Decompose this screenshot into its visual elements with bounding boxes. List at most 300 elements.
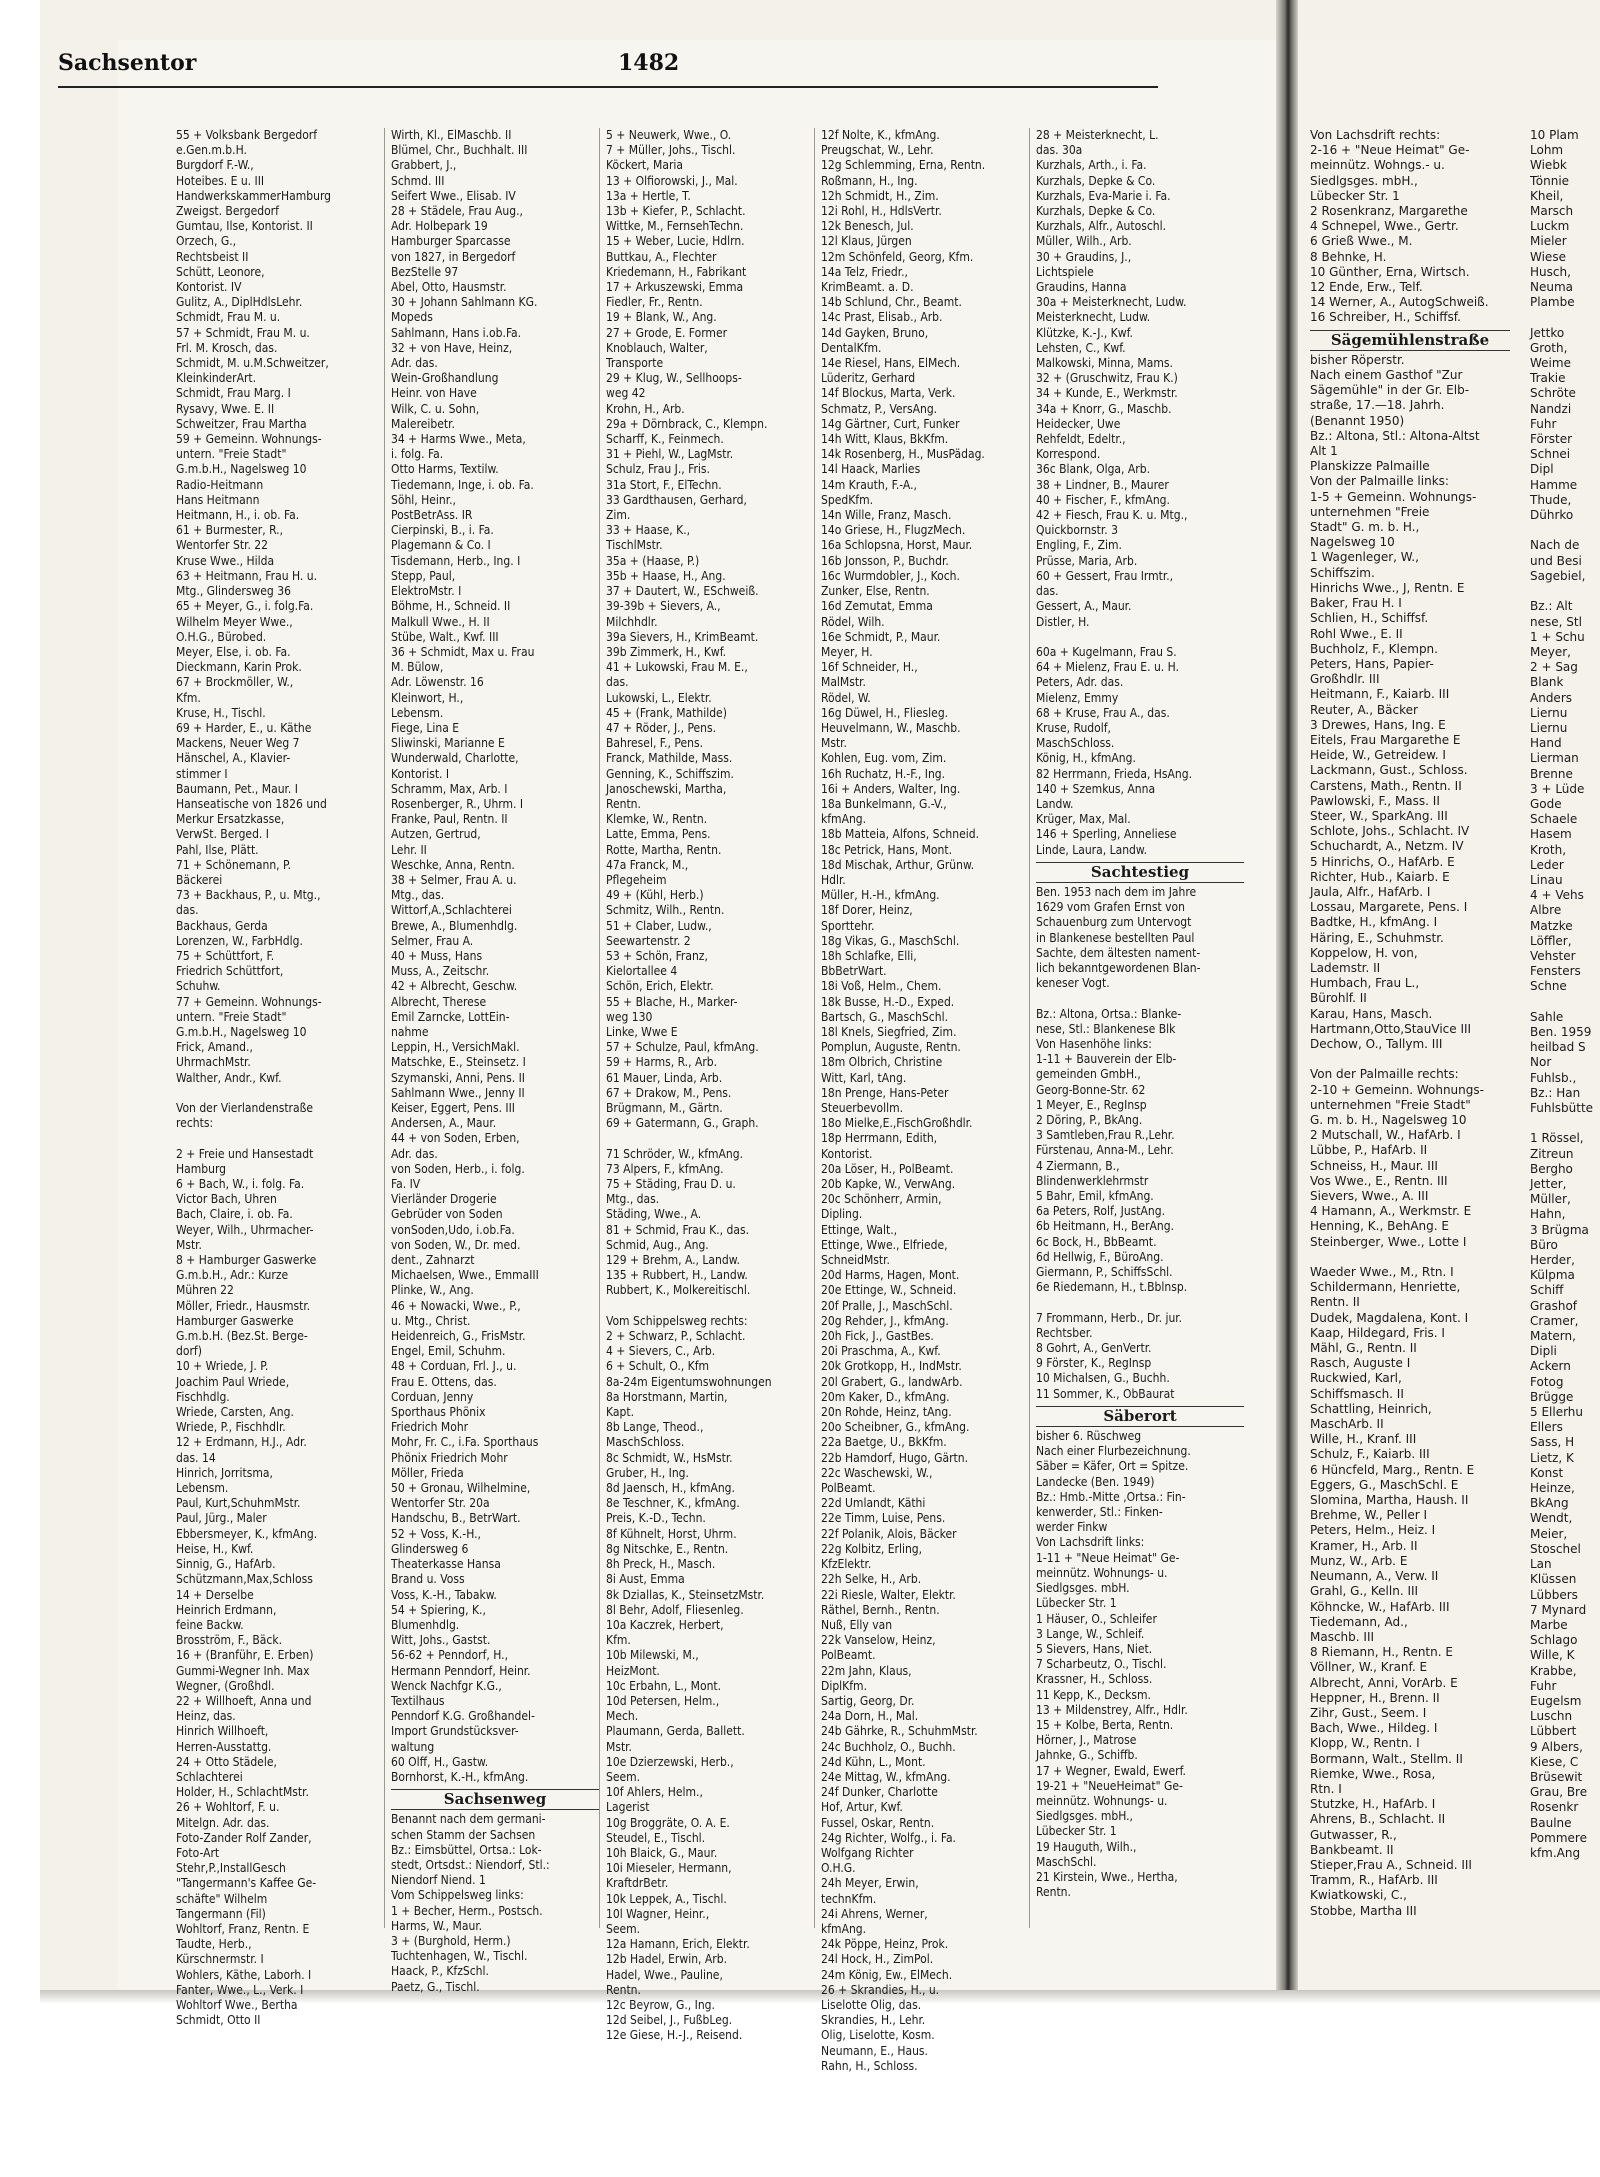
directory-entry: Burgdorf F.-W., xyxy=(176,158,254,173)
directory-entry: 13 + Mildenstrey, Alfr., Hdlr. xyxy=(1036,1702,1188,1717)
directory-entry: 129 + Brehm, A., Landw. xyxy=(606,1253,740,1268)
directory-entry: Hinrichs Wwe., J, Rentn. E xyxy=(1310,580,1465,595)
directory-entry: 6a Peters, Rolf, JustAng. xyxy=(1036,1204,1166,1219)
directory-entry: 71 Schröder, W., kfmAng. xyxy=(606,1146,744,1161)
directory-entry-fragment: Schlago xyxy=(1530,1633,1578,1648)
directory-entry: HandwerkskammerHamburg xyxy=(176,188,332,203)
directory-column-7-fragment xyxy=(1530,128,1600,1928)
directory-entry: 12k Benesch, Jul. xyxy=(821,219,914,234)
directory-entry: 75 + Städing, Frau D. u. xyxy=(606,1177,736,1192)
directory-entry: Mähl, G., Rentn. II xyxy=(1310,1341,1417,1356)
directory-entry: untern. "Freie Stadt" xyxy=(176,1009,287,1024)
directory-entry: 29 + Klug, W., Sellhoops- xyxy=(606,371,742,386)
directory-entry: 6 + Schult, O., Kfm xyxy=(606,1359,710,1374)
directory-entry-fragment: Ellers xyxy=(1530,1420,1563,1435)
directory-entry: Linke, Wwe E xyxy=(606,1024,678,1039)
directory-entry: 24i Ahrens, Werner, xyxy=(821,1906,928,1921)
directory-entry: Hinrich, Jorritsma, xyxy=(176,1465,273,1480)
directory-entry: Möller, Friedr., Hausmstr. xyxy=(176,1298,311,1313)
directory-entry: 8a-24m Eigentumswohnungen xyxy=(606,1374,772,1389)
directory-entry: Brosström, F., Bäck. xyxy=(176,1633,283,1648)
directory-entry: Sinnig, G., HafArb. xyxy=(176,1557,276,1572)
directory-entry: 24a Dorn, H., Mal. xyxy=(821,1709,919,1724)
directory-entry: 10 Michalsen, G., Buchh. xyxy=(1036,1371,1170,1386)
directory-entry: 12i Rohl, H., HdlsVertr. xyxy=(821,204,942,219)
directory-entry: 82 Herrmann, Frieda, HsAng. xyxy=(1036,766,1193,781)
directory-entry: Genning, K., Schiffszim. xyxy=(606,766,734,781)
directory-entry: Schweitzer, Frau Martha xyxy=(176,416,307,431)
directory-entry: Hamburg xyxy=(176,1161,227,1176)
directory-entry: 8 Riemann, H., Rentn. E xyxy=(1310,1645,1453,1660)
directory-entry: SchneidMstr. xyxy=(821,1253,890,1268)
directory-entry: G.m.b.H. (Bez.St. Berge- xyxy=(176,1329,308,1344)
directory-entry: Ettinge, Walt., xyxy=(821,1222,898,1237)
directory-entry-fragment: Sagebiel, xyxy=(1530,568,1586,583)
directory-entry: Gummi-Wegner Inh. Max xyxy=(176,1663,310,1678)
directory-entry: Sievers, Wwe., A. III xyxy=(1310,1189,1429,1204)
directory-entry: unternehmen "Freie Stadt" xyxy=(1310,1097,1471,1112)
directory-entry: 18f Dorer, Heinz, xyxy=(821,903,913,918)
directory-entry: Wilk, C. u. Sohn, xyxy=(391,401,480,416)
directory-entry: Paul, Jürg., Maler xyxy=(176,1511,267,1526)
directory-entry: 30a + Meisterknecht, Ludw. xyxy=(1036,295,1187,310)
directory-entry: Grahl, G., Kelln. III xyxy=(1310,1584,1419,1599)
directory-entry: 55 + Blache, H., Marker- xyxy=(606,994,738,1009)
directory-entry: Schuhw. xyxy=(176,979,221,994)
directory-entry: Benannt nach dem germani- xyxy=(391,1812,546,1827)
directory-entry: Matschke, E., Steinsetz. I xyxy=(391,1055,526,1070)
directory-entry: Rentn. xyxy=(606,796,641,811)
directory-entry: "Tangermann's Kaffee Ge- xyxy=(176,1876,317,1891)
street-range-title: Sachsentor xyxy=(58,50,197,76)
directory-entry: 14e Riesel, Hans, ElMech. xyxy=(821,356,961,371)
directory-entry: Schildermann, Henriette, xyxy=(1310,1280,1461,1295)
directory-entry: Mackens, Neuer Weg 7 xyxy=(176,736,300,751)
directory-entry: 20h Fick, J., GastBes. xyxy=(821,1329,934,1344)
directory-entry: Klützke, K.-J., Kwf. xyxy=(1036,325,1133,340)
directory-entry: Rohl Wwe., E. II xyxy=(1310,626,1403,641)
directory-entry: Schlachterei xyxy=(176,1769,243,1784)
directory-entry: Hdlr. xyxy=(821,872,846,887)
directory-entry: 20i Praschma, A., Kwf. xyxy=(821,1344,941,1359)
directory-entry-fragment: Pommere xyxy=(1530,1830,1587,1845)
directory-entry: Kaap, Hildegard, Fris. I xyxy=(1310,1325,1445,1340)
directory-entry: 26 + Skrandies, H., u. xyxy=(821,1982,940,1997)
directory-entry: Heitmann, H., i. ob. Fa. xyxy=(176,508,300,523)
directory-entry: 6b Heitmann, H., BerAng. xyxy=(1036,1219,1175,1234)
directory-entry: Muss, A., Zeitschr. xyxy=(391,964,490,979)
directory-entry: 41 + Lukowski, Frau M. E., xyxy=(606,660,748,675)
directory-entry: Meisterknecht, Ludw. xyxy=(1036,310,1151,325)
directory-entry: Cierpinski, B., i. Fa. xyxy=(391,523,494,538)
directory-entry: Wohltorf Wwe., Bertha xyxy=(176,1997,298,2012)
directory-entry: Gessert, A., Maur. xyxy=(1036,599,1132,614)
directory-entry: Pflegeheim xyxy=(606,872,667,887)
directory-entry: Hamburger Gaswerke xyxy=(176,1313,294,1328)
directory-entry: Planskizze Palmaille xyxy=(1310,459,1430,474)
directory-entry: Lübecker Str. 1 xyxy=(1036,1824,1117,1839)
directory-entry: Vos Wwe., E., Rentn. III xyxy=(1310,1173,1448,1188)
directory-entry-fragment: Grashof xyxy=(1530,1298,1578,1313)
directory-entry xyxy=(1036,1295,1244,1310)
directory-entry: Seem. xyxy=(606,1921,641,1936)
directory-entry: Siedlgsges. mbH., xyxy=(1036,1809,1133,1824)
directory-entry-fragment: Ackern xyxy=(1530,1359,1571,1374)
directory-entry: Schütt, Leonore, xyxy=(176,264,265,279)
directory-entry-fragment: Külpma xyxy=(1530,1268,1575,1283)
directory-entry: Steuerbevollm. xyxy=(821,1101,904,1115)
directory-entry: Sporthaus Phönix xyxy=(391,1405,486,1420)
directory-entry: Rödel, W. xyxy=(821,690,871,705)
directory-entry: Heide, W., Getreidew. I xyxy=(1310,748,1446,763)
directory-entry: Bäckerei xyxy=(176,872,223,887)
directory-entry: Wittke, M., FernsehTechn. xyxy=(606,219,744,234)
directory-entry: Tangermann (Fil) xyxy=(176,1906,266,1921)
directory-entry: Quickbornstr. 3 xyxy=(1036,523,1118,538)
directory-entry: 61 Mauer, Linda, Arb. xyxy=(606,1070,723,1085)
directory-entry-fragment xyxy=(1530,1116,1600,1131)
directory-entry-fragment: Fuhr xyxy=(1530,1678,1557,1693)
directory-entry: 12f Nolte, K., kfmAng. xyxy=(821,128,940,142)
directory-entry: Mstr. xyxy=(606,1739,632,1754)
directory-entry: Kruse, H., Tischl. xyxy=(176,705,266,720)
directory-entry: Franke, Paul, Rentn. II xyxy=(391,812,508,827)
directory-entry: Jahnke, G., Schiffb. xyxy=(1036,1748,1138,1763)
directory-entry: Weschke, Anna, Rentn. xyxy=(391,857,515,872)
directory-entry-fragment: heilbad S xyxy=(1530,1040,1586,1055)
directory-entry: Gebrüder von Soden xyxy=(391,1207,503,1222)
directory-entry-fragment: Bergho xyxy=(1530,1161,1573,1176)
directory-entry: gemeinden GmbH., xyxy=(1036,1067,1141,1082)
directory-entry-fragment: und Besi xyxy=(1530,553,1582,568)
directory-entry: 1 Wagenleger, W., xyxy=(1310,550,1419,565)
directory-entry: Hörner, J., Matrose xyxy=(1036,1733,1137,1748)
directory-entry: Eitels, Frau Margarethe E xyxy=(1310,732,1461,747)
directory-entry: Kontorist. I xyxy=(391,766,450,781)
directory-entry: 22b Hamdorf, Hugo, Gärtn. xyxy=(821,1450,969,1465)
directory-entry: Hadel, Wwe., Pauline, xyxy=(606,1967,723,1982)
directory-entry: 32 + (Gruschwitz, Frau K.) xyxy=(1036,371,1178,386)
directory-entry-fragment xyxy=(1530,995,1600,1010)
directory-entry: nahme xyxy=(391,1024,429,1039)
directory-entry: Schulz, Frau J., Fris. xyxy=(606,462,710,477)
directory-entry: Ben. 1953 nach dem im Jahre xyxy=(1036,884,1197,899)
directory-entry-fragment: 3 + Lüde xyxy=(1530,781,1585,796)
directory-entry: schen Stamm der Sachsen xyxy=(391,1827,536,1842)
directory-entry: Malkowski, Minna, Mams. xyxy=(1036,356,1173,371)
directory-entry-fragment: Herder, xyxy=(1530,1253,1575,1268)
directory-entry: 8k Dziallas, K., SteinsetzMstr. xyxy=(606,1587,765,1602)
directory-entry: 1 Meyer, E., RegInsp xyxy=(1036,1097,1147,1112)
directory-entry: 11 Kepp, K., Decksm. xyxy=(1036,1687,1151,1702)
directory-entry: Stutzke, H., HafArb. I xyxy=(1310,1797,1436,1812)
directory-entry: Lorenzen, W., FarbHdlg. xyxy=(176,933,303,948)
directory-entry: Korrespond. xyxy=(1036,447,1101,462)
directory-entry-fragment: Cramer, xyxy=(1530,1313,1579,1328)
directory-entry: 20l Grabert, G., landwArb. xyxy=(821,1374,963,1389)
directory-entry: 20d Harms, Hagen, Mont. xyxy=(821,1268,960,1283)
directory-entry: Foto-Zander Rolf Zander, xyxy=(176,1830,312,1845)
directory-entry: 9 Förster, K., RegInsp xyxy=(1036,1356,1152,1371)
directory-entry: Orzech, G., xyxy=(176,234,237,249)
directory-entry-fragment: Müller, xyxy=(1530,1192,1571,1207)
directory-entry-fragment: 5 Ellerhu xyxy=(1530,1405,1584,1420)
directory-entry: Blümel, Chr., Buchhalt. III xyxy=(391,143,528,158)
directory-entry: u. Mtg., Christ. xyxy=(391,1313,471,1328)
directory-entry: Latte, Emma, Pens. xyxy=(606,827,711,842)
directory-entry: Brehme, W., Peller I xyxy=(1310,1508,1428,1523)
directory-entry-fragment: Brenne xyxy=(1530,766,1573,781)
directory-entry: 5 Sievers, Hans, Niet. xyxy=(1036,1641,1153,1656)
directory-entry-fragment: 2 + Sag xyxy=(1530,660,1578,675)
directory-entry: 10k Leppek, A., Tischl. xyxy=(606,1891,727,1906)
directory-entry: 20m Kaker, D., kfmAng. xyxy=(821,1389,950,1404)
directory-entry: Steinberger, Wwe., Lotte I xyxy=(1310,1234,1467,1249)
directory-entry-fragment: Wille, K xyxy=(1530,1648,1575,1663)
directory-entry: das. xyxy=(176,903,199,918)
directory-entry: 54 + Spiering, K., xyxy=(391,1602,486,1617)
directory-entry: Dieckmann, Karin Prok. xyxy=(176,660,302,675)
directory-entry: dent., Zahnarzt xyxy=(391,1253,475,1268)
directory-entry: Bz.: Hmb.-Mitte ,Ortsa.: Fin- xyxy=(1036,1489,1186,1504)
directory-entry: 8i Aust, Emma xyxy=(606,1572,685,1587)
directory-entry: Klemke, W., Rentn. xyxy=(606,812,708,827)
directory-entry-fragment: Schnei xyxy=(1530,447,1571,462)
directory-entry: 140 + Szemkus, Anna xyxy=(1036,781,1156,796)
directory-entry: Fanter, Wwe., L., Verk. I xyxy=(176,1982,304,1997)
directory-entry: Albrecht, Anni, VorArb. E xyxy=(1310,1675,1458,1690)
directory-entry: Heuvelmann, W., Maschb. xyxy=(821,720,961,735)
directory-entry: 40 + Muss, Hans xyxy=(391,948,483,963)
directory-column-6 xyxy=(1310,128,1510,1928)
directory-entry-fragment: Lohm xyxy=(1530,143,1564,158)
directory-entry: Haack, P., KfzSchl. xyxy=(391,1964,489,1979)
directory-entry: Franck, Mathilde, Mass. xyxy=(606,751,733,766)
directory-entry: 31 + Piehl, W., LagMstr. xyxy=(606,447,734,462)
directory-entry: 45 + (Frank, Mathilde) xyxy=(606,705,727,720)
directory-entry: 8h Preck, H., Masch. xyxy=(606,1557,716,1572)
directory-entry: Mielenz, Emmy xyxy=(1036,690,1119,705)
directory-entry-fragment: Meier, xyxy=(1530,1526,1568,1541)
directory-entry: TischlMstr. xyxy=(606,538,663,553)
directory-entry: Sliwinski, Marianne E xyxy=(391,736,505,751)
directory-entry: Blindenwerklehrmstr xyxy=(1036,1173,1149,1188)
directory-entry: MaschArb. II xyxy=(1310,1417,1384,1432)
directory-entry: Jaula, Alfr., HafArb. I xyxy=(1310,884,1431,899)
directory-entry: Emil Zarncke, LottEin- xyxy=(391,1009,510,1024)
directory-entry-fragment: 4 + Vehs xyxy=(1530,888,1584,903)
directory-entry: Witt, Johs., Gastst. xyxy=(391,1633,491,1648)
directory-entry: 22m Jahn, Klaus, xyxy=(821,1663,912,1678)
directory-entry: Adr. das. xyxy=(391,356,438,371)
directory-entry: Mstr. xyxy=(821,736,847,751)
street-heading: Säberort xyxy=(1036,1406,1244,1427)
directory-entry-fragment: Fensters xyxy=(1530,964,1581,979)
directory-entry: 20n Rohde, Heinz, tAng. xyxy=(821,1405,952,1420)
directory-entry: Von Hasenhöhe links: xyxy=(1036,1036,1152,1051)
directory-entry: 34 + Harms Wwe., Meta, xyxy=(391,432,526,447)
directory-entry-fragment: Lübbers xyxy=(1530,1587,1578,1602)
directory-entry: Niendorf Niend. 1 xyxy=(391,1873,486,1888)
directory-entry: unternehmen "Freie xyxy=(1310,504,1430,519)
directory-entry: Carstens, Math., Rentn. II xyxy=(1310,778,1462,793)
directory-entry: 18m Olbrich, Christine xyxy=(821,1055,943,1070)
directory-entry: feine Backw. xyxy=(176,1617,244,1632)
directory-entry: Rentn. xyxy=(606,1982,641,1997)
directory-entry: Janoschewski, Martha, xyxy=(606,781,727,796)
directory-entry: 73 Alpers, F., kfmAng. xyxy=(606,1161,724,1176)
directory-entry: Schlote, Johs., Schlacht. IV xyxy=(1310,824,1470,839)
directory-entry: Gutwasser, R., xyxy=(1310,1827,1397,1842)
directory-entry: Kfm. xyxy=(606,1633,631,1648)
directory-entry: 1-11 + Bauverein der Elb- xyxy=(1036,1052,1177,1067)
directory-entry: Schlien, H., Schiffsf. xyxy=(1310,611,1429,626)
directory-entry: Rasch, Auguste I xyxy=(1310,1356,1411,1371)
directory-entry-fragment: Wendt, xyxy=(1530,1511,1573,1526)
directory-entry xyxy=(1310,1052,1510,1067)
directory-entry: 18b Matteia, Alfons, Schneid. xyxy=(821,827,980,842)
directory-entry: Fa. IV xyxy=(391,1177,421,1192)
directory-entry: Riemke, Wwe., Rosa, xyxy=(1310,1766,1436,1781)
directory-entry: Heinz, das. xyxy=(176,1709,236,1724)
directory-entry: Schattling, Heinrich, xyxy=(1310,1401,1432,1416)
directory-entry: Henning, K., BehAng. E xyxy=(1310,1219,1449,1234)
directory-column-5 xyxy=(1036,128,1244,1928)
directory-entry xyxy=(1310,1250,1510,1265)
directory-entry-fragment: 9 Albers, xyxy=(1530,1739,1583,1754)
directory-entry: Seem. xyxy=(606,1769,641,1784)
directory-entry: Krohn, H., Arb. xyxy=(606,401,685,416)
directory-entry: Michaelsen, Wwe., EmmaIII xyxy=(391,1268,539,1283)
directory-entry: BezStelle 97 xyxy=(391,264,459,279)
directory-entry: Siedlgsges. mbH. xyxy=(1036,1581,1130,1596)
directory-entry-fragment: Nandzi xyxy=(1530,401,1572,416)
directory-entry: Wein-Großhandlung xyxy=(391,371,499,386)
directory-entry: Von der Vierlandenstraße xyxy=(176,1101,314,1115)
directory-entry: 12g Schlemming, Erna, Rentn. xyxy=(821,158,986,173)
directory-entry: Alt 1 xyxy=(1310,444,1338,459)
directory-entry-fragment: Klüssen xyxy=(1530,1572,1577,1587)
directory-entry: Schmd. III xyxy=(391,173,445,188)
directory-entry: 16e Schmidt, P., Maur. xyxy=(821,629,941,644)
directory-entry: Merkur Ersatzkasse, xyxy=(176,812,285,827)
directory-entry: 59 + Harms, R., Arb. xyxy=(606,1055,718,1070)
directory-column-3 xyxy=(606,128,815,2043)
directory-entry-fragment: Zitreun xyxy=(1530,1146,1574,1161)
directory-entry: Gumtau, Ilse, Kontorist. II xyxy=(176,219,313,234)
directory-entry: Zunker, Else, Rentn. xyxy=(821,584,930,599)
directory-entry: 2 Döring, P., BkAng. xyxy=(1036,1113,1143,1127)
directory-entry: 57 + Schmidt, Frau M. u. xyxy=(176,325,310,340)
directory-entry: ElektroMstr. I xyxy=(391,584,462,599)
directory-entry: Vom Schippelsweg rechts: xyxy=(606,1313,748,1328)
directory-entry: 18c Petrick, Hans, Mont. xyxy=(821,842,953,857)
directory-entry-fragment: Fuhlsbütte xyxy=(1530,1101,1594,1115)
directory-entry: 10e Dzierzewski, Herb., xyxy=(606,1754,734,1769)
directory-entry-fragment: Fotog xyxy=(1530,1374,1564,1389)
directory-entry: Mstr. xyxy=(176,1237,202,1252)
directory-entry: Lebensm. xyxy=(176,1481,229,1496)
directory-entry: Kleinwort, H., xyxy=(391,690,464,705)
directory-entry: Zim. xyxy=(606,508,631,523)
directory-entry: Foto-Art xyxy=(176,1845,220,1860)
directory-entry: Gulitz, A., DiplHdlsLehr. xyxy=(176,295,303,310)
directory-entry-fragment: Hahn, xyxy=(1530,1207,1566,1222)
directory-column-1 xyxy=(176,128,385,2028)
directory-entry: 10 + Wriede, J. P. xyxy=(176,1359,269,1374)
directory-entry: Wilhelm Meyer Wwe., xyxy=(176,614,293,629)
directory-entry: 64 + Mielenz, Frau E. u. H. xyxy=(1036,660,1179,675)
directory-entry: Frick, Amand., xyxy=(176,1040,253,1055)
directory-entry: KrimBeamt. a. D. xyxy=(821,280,914,295)
directory-entry-fragment: Schröte xyxy=(1530,386,1576,401)
directory-entry: UhrmachMstr. xyxy=(176,1055,251,1070)
directory-entry-fragment: Fuhr xyxy=(1530,416,1557,431)
directory-entry-fragment: Brüsewit xyxy=(1530,1769,1583,1784)
directory-entry: Knoblauch, Walter, xyxy=(606,340,708,355)
directory-entry: Kurzhals, Depke & Co. xyxy=(1036,204,1156,219)
directory-entry: 14c Prast, Elisab., Arb. xyxy=(821,310,943,325)
directory-entry: 35b + Haase, H., Ang. xyxy=(606,568,726,583)
directory-entry-fragment: Schiff xyxy=(1530,1283,1564,1298)
directory-entry: 14k Rosenberg, H., MusPädag. xyxy=(821,447,985,462)
directory-entry-fragment: Anders xyxy=(1530,690,1572,705)
directory-entry: Pahl, Ilse, Plätt. xyxy=(176,842,259,857)
directory-entry-fragment: Hand xyxy=(1530,736,1562,751)
directory-entry: 10 Günther, Erna, Wirtsch. xyxy=(1310,264,1470,279)
directory-entry: Lehsten, C., Kwf. xyxy=(1036,340,1126,355)
directory-entry: 51 + Claber, Ludw., xyxy=(606,918,712,933)
directory-entry-fragment: Gode xyxy=(1530,796,1562,811)
directory-entry: 48 + Corduan, Frl. J., u. xyxy=(391,1359,517,1374)
directory-entry: G.m.b.H., Adr.: Kurze xyxy=(176,1268,289,1283)
directory-entry: Heppner, H., Brenn. II xyxy=(1310,1690,1440,1705)
directory-entry: 3 Samtleben,Frau R.,Lehr. xyxy=(1036,1128,1175,1143)
directory-entry: das. 14 xyxy=(176,1450,216,1465)
directory-entry: 39a Sievers, H., KrimBeamt. xyxy=(606,629,759,644)
directory-entry: 65 + Meyer, G., i. folg.Fa. xyxy=(176,599,314,614)
directory-entry: Wentorfer Str. 22 xyxy=(176,538,269,553)
directory-entry: Hinrich Willhoeft, xyxy=(176,1724,269,1739)
directory-entry: Kfm. xyxy=(176,690,201,705)
directory-entry: Selmer, Frau A. xyxy=(391,933,474,948)
directory-entry: Von Lachsdrift rechts: xyxy=(1310,128,1441,142)
directory-entry: bisher Röperstr. xyxy=(1310,352,1405,367)
directory-entry: meinnütz. Wohngs.- u. xyxy=(1310,158,1445,173)
directory-entry-fragment: Büro xyxy=(1530,1237,1558,1252)
directory-entry: 57 + Schulze, Paul, kfmAng. xyxy=(606,1040,759,1055)
directory-entry: Müller, Wilh., Arb. xyxy=(1036,234,1132,249)
directory-entry: 34 + Kunde, E., Werkmstr. xyxy=(1036,386,1178,401)
directory-columns xyxy=(176,128,1276,2073)
directory-entry: Zihr, Gust., Seem. I xyxy=(1310,1705,1427,1720)
directory-entry: Friedrich Schüttfort, xyxy=(176,964,284,979)
directory-entry: Richter, Hub., Kaiarb. E xyxy=(1310,869,1450,884)
directory-entry: 4 Schnepel, Wwe., Gertr. xyxy=(1310,219,1459,234)
directory-entry-fragment: Bz.: Alt xyxy=(1530,599,1573,614)
directory-entry: Corduan, Jenny xyxy=(391,1389,474,1404)
directory-entry: Glindersweg 6 xyxy=(391,1541,469,1556)
directory-entry: Malkull Wwe., H. II xyxy=(391,614,490,629)
directory-entry: 13 + Olfiorowski, J., Mal. xyxy=(606,173,738,188)
directory-entry: Sartig, Georg, Dr. xyxy=(821,1693,915,1708)
directory-entry: Weyer, Wilh., Uhrmacher- xyxy=(176,1222,314,1237)
directory-entry: 14g Gärtner, Curt, Funker xyxy=(821,416,960,431)
directory-entry: Stieper,Frau A., Schneid. III xyxy=(1310,1857,1472,1872)
directory-entry: 24k Pöppe, Heinz, Prok. xyxy=(821,1937,949,1952)
directory-entry: 24g Richter, Wolfg., i. Fa. xyxy=(821,1830,956,1845)
directory-entry: 10d Petersen, Helm., xyxy=(606,1693,720,1708)
